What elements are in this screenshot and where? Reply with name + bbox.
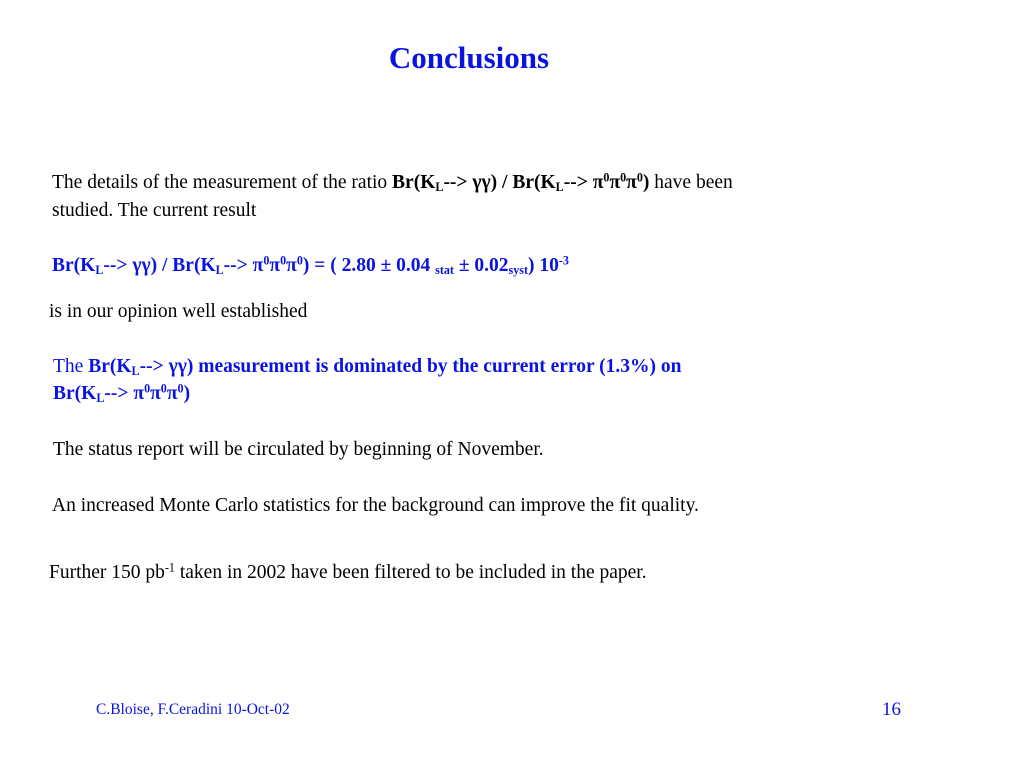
status-report-text: The status report will be circulated by beginning of November. bbox=[53, 439, 544, 460]
slide-title: Conclusions bbox=[388, 40, 550, 75]
further-data-text: Further 150 $pb^{-1}$ taken in 2002 have been filtered to be included in the paper. bbox=[49, 560, 647, 583]
result-formula: $Br(K_L--> \gamma\gamma) / Br(K_L--> \pi^0\pi^0\pi^0)$ = ( 2.80 ± 0.04 $_{stat} \pm 0.02_{syst}$) $10^{-3}$ bbox=[52, 253, 569, 278]
dominated-paragraph: The $Br(K_L--> \gamma\gamma)$ measurement is dominated by the current error (1.3%) on $Br(K_L--> \pi^0\pi^0\pi^0)$ bbox=[53, 356, 682, 406]
page-number: 16 bbox=[882, 699, 901, 720]
ratio-formula: $Br(K_L--> \gamma\gamma) / Br(K_L--> \pi^0\pi^0\pi^0)$ bbox=[392, 170, 650, 195]
details-paragraph: The details of the measurement of the ratio $Br(K_L--> \gamma\gamma) / Br(K_L--> \pi^0\pi^0\pi^0)$ have been studied. The current result bbox=[52, 170, 733, 221]
monte-carlo-text: An increased Monte Carlo statistics for the background can improve the fit quality. bbox=[52, 495, 699, 516]
footer-authors: C.Bloise, F.Ceradini 10-Oct-02 bbox=[96, 701, 290, 718]
established-text: is in our opinion well established bbox=[49, 301, 308, 322]
